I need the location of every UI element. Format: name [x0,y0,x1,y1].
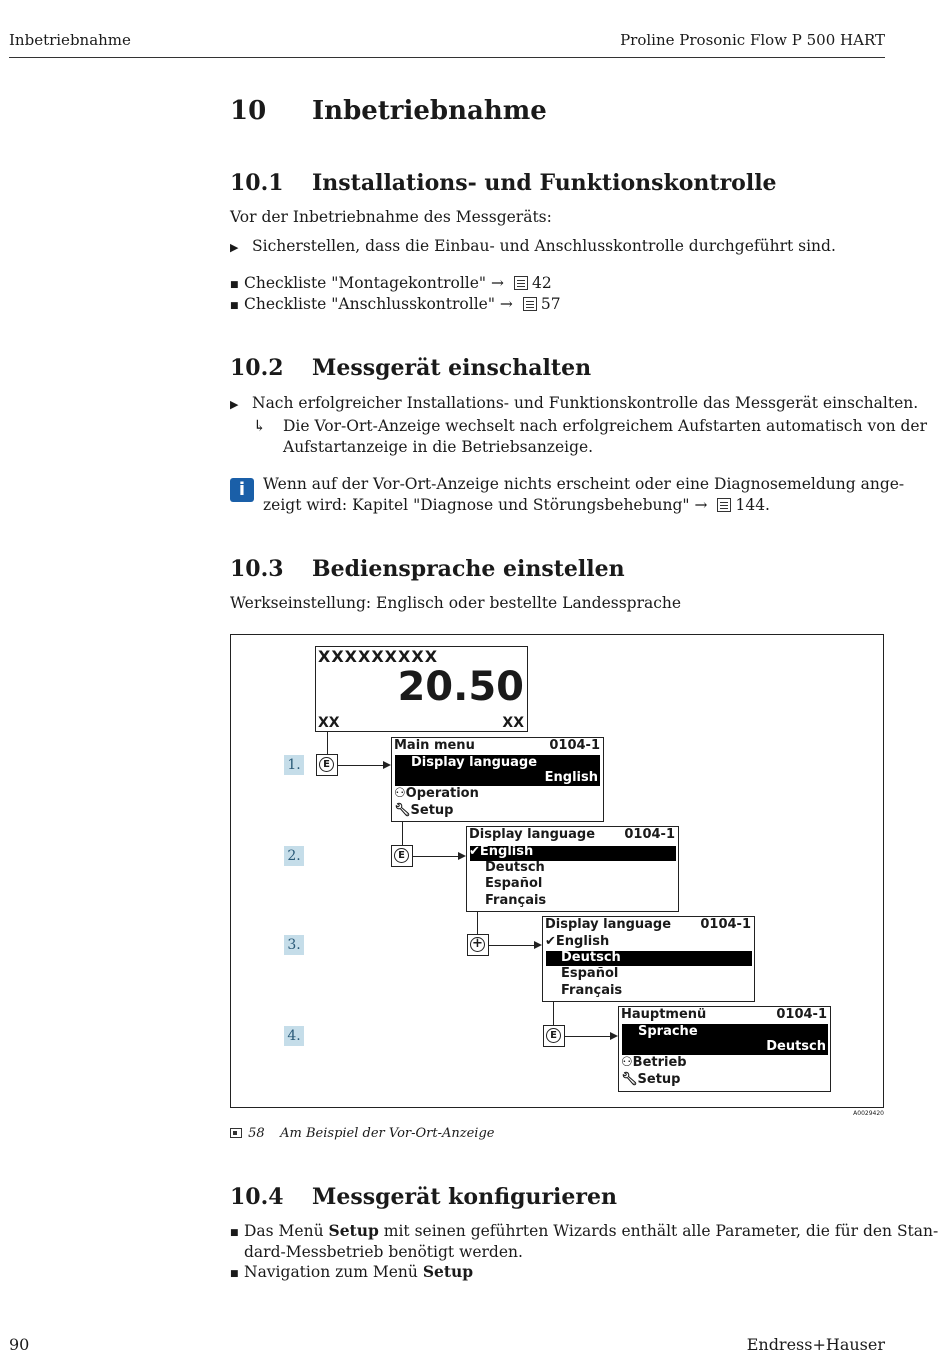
step-number: 2. [284,846,304,866]
chapter-number: 10 [230,96,267,126]
highlight-label: Sprache [638,1024,698,1039]
list-text: Das Menü [244,1222,329,1240]
section-title: Messgerät einschalten [312,355,592,381]
list-item [230,273,552,295]
plus-key[interactable] [467,934,489,956]
arrow-icon [610,1032,618,1040]
list-item [230,294,561,316]
section-heading-10-3 [230,556,625,582]
square-bullet-icon: ■ [230,301,239,311]
menu-highlight[interactable] [622,1024,828,1055]
result-text: Die Vor-Ort-Anzeige wechselt nach erfolgreichem Aufstarten automatisch von der [283,417,928,435]
list-item-text: Checkliste "Montagekontrolle" → [244,274,504,292]
page-ref-icon [514,276,528,290]
operational-display [315,646,528,732]
connector-line [565,1036,610,1037]
info-text: Wenn auf der Vor-Ort-Anzeige nichts erscheint oder eine Diagnosemeldung ange- [263,475,905,493]
header-rule [9,57,885,58]
result-text: Aufstartanzeige in die Betriebsanzeige. [283,438,594,456]
language-option-deutsch[interactable]: Deutsch [561,950,621,965]
list-text: Navigation zum Menü [244,1263,423,1281]
list-item-continuation: dard-Messbetrieb benötigt werden. [244,1243,523,1261]
wrench-icon: 🔧︎ [621,1072,638,1087]
list-item [230,1221,938,1243]
enter-key-icon: E [394,848,409,863]
footer-brand: Endress+Hauser [746,1335,885,1354]
step-number: 4. [284,1026,304,1046]
section-heading-10-2 [230,355,591,381]
section-number: 10.3 [230,556,284,582]
language-option-francais[interactable]: Français [561,983,623,998]
menu-item-label: Betrieb [632,1055,687,1070]
action-step [230,393,918,415]
connector-line [489,945,534,946]
menu-code: 0104-1 [549,738,600,753]
plus-key-icon: + [470,937,485,952]
menu-title: Display language [545,917,672,932]
page-link[interactable]: 57 [540,295,561,313]
arrow-icon [383,761,391,769]
paragraph: Vor der Inbetriebnahme des Messgeräts: [230,208,552,226]
menu-item-betrieb[interactable] [621,1055,687,1070]
arrow-icon [534,941,542,949]
list-item [230,1262,473,1284]
page-number: 90 [9,1335,30,1354]
display-unit-left: XX [318,715,340,731]
enter-key[interactable] [316,754,338,776]
menu-title: Display language [469,827,596,842]
section-title: Installations- und Funktionskontrolle [312,170,777,196]
menu-item-label: Setup [410,803,454,818]
page-ref-icon [717,498,731,512]
connector-line [553,1002,554,1025]
language-option-english[interactable]: ✔English [469,844,534,859]
arrow-icon [458,852,466,860]
menu-name-setup: Setup [328,1221,379,1240]
section-title: Bediensprache einstellen [312,556,625,582]
paragraph: Werkseinstellung: Englisch oder bestellte Landessprache [230,594,682,612]
result-arrow-icon: ↳ [253,417,266,435]
chapter-heading [230,96,547,126]
page-ref-icon [523,297,537,311]
enter-key[interactable] [543,1025,565,1047]
menu-item-setup[interactable] [621,1072,680,1087]
connector-line [477,912,478,935]
figure-icon [230,1128,242,1138]
eye-icon: ⚇ [394,786,406,801]
wrench-icon: 🔧︎ [394,803,411,818]
language-menu-display [466,826,679,912]
eye-icon: ⚇ [621,1055,633,1070]
triangle-bullet-icon: ▶ [230,241,239,254]
info-icon: i [230,478,254,502]
figure-caption [230,1126,494,1141]
enter-key-icon: E [546,1028,561,1043]
info-text [263,495,770,515]
running-header-left: Inbetriebnahme [9,31,131,49]
section-title: Messgerät konfigurieren [312,1184,617,1210]
info-text-line: zeigt wird: Kapitel "Diagnose und Störungsbehebung" → [263,496,708,514]
menu-code: 0104-1 [624,827,675,842]
display-header-text: XXXXXXXXX [318,647,439,666]
menu-item-operation[interactable] [394,786,479,801]
menu-highlight[interactable] [395,755,600,786]
triangle-bullet-icon: ▶ [230,398,239,411]
menu-name-setup: Setup [422,1262,474,1281]
language-option-espanol[interactable]: Español [485,876,543,891]
figure-ref-code: A0029420 [853,1110,884,1117]
figure-number: 58 [248,1126,265,1141]
connector-line [413,856,458,857]
action-step [230,236,836,258]
running-header-right: Proline Prosonic Flow P 500 HART [620,31,885,49]
step-text: Sicherstellen, dass die Einbau- und Anschlusskontrolle durchgeführt sind. [252,237,836,255]
figure-caption-text: Am Beispiel der Vor-Ort-Anzeige [280,1126,495,1141]
highlight-value: English [544,770,598,785]
connector-line [338,765,383,766]
menu-item-setup[interactable] [394,803,453,818]
language-option-espanol[interactable]: Español [561,966,619,981]
menu-title: Main menu [394,738,475,753]
connector-line [327,732,328,756]
section-number: 10.2 [230,355,284,381]
page-link[interactable]: 144. [735,496,770,514]
language-option-deutsch[interactable]: Deutsch [485,860,545,875]
language-option-english[interactable]: ✔English [545,934,610,949]
highlight-value: Deutsch [766,1039,826,1054]
enter-key[interactable] [391,845,413,867]
enter-key-icon: E [319,757,334,772]
display-unit-right: XX [502,715,524,731]
page-link[interactable]: 42 [531,274,552,292]
section-number: 10.4 [230,1184,284,1210]
display-value: 20.50 [397,664,524,710]
connector-line [402,822,403,846]
square-bullet-icon: ■ [230,280,239,290]
highlight-label: Display language [411,755,538,770]
square-bullet-icon: ■ [230,1269,239,1279]
chapter-title: Inbetriebnahme [312,96,547,126]
menu-code: 0104-1 [776,1007,827,1022]
main-menu-display [391,737,604,822]
list-text: mit seinen geführten Wizards enthält alle Parameter, die für den Stan- [378,1222,939,1240]
step-number: 1. [284,755,304,775]
square-bullet-icon: ■ [230,1228,239,1238]
section-heading-10-1 [230,170,777,196]
hauptmenu-display [618,1006,831,1092]
list-item-text: Checkliste "Anschlusskontrolle" → [244,295,513,313]
step-number: 3. [284,935,304,955]
menu-item-label: Operation [405,786,479,801]
language-menu-display [542,916,755,1002]
menu-title: Hauptmenü [621,1007,707,1022]
language-option-francais[interactable]: Français [485,893,547,908]
menu-item-label: Setup [637,1072,681,1087]
menu-code: 0104-1 [700,917,751,932]
section-heading-10-4 [230,1184,617,1210]
section-number: 10.1 [230,170,284,196]
step-text: Nach erfolgreicher Installations- und Funktionskontrolle das Messgerät einschalten. [252,394,919,412]
